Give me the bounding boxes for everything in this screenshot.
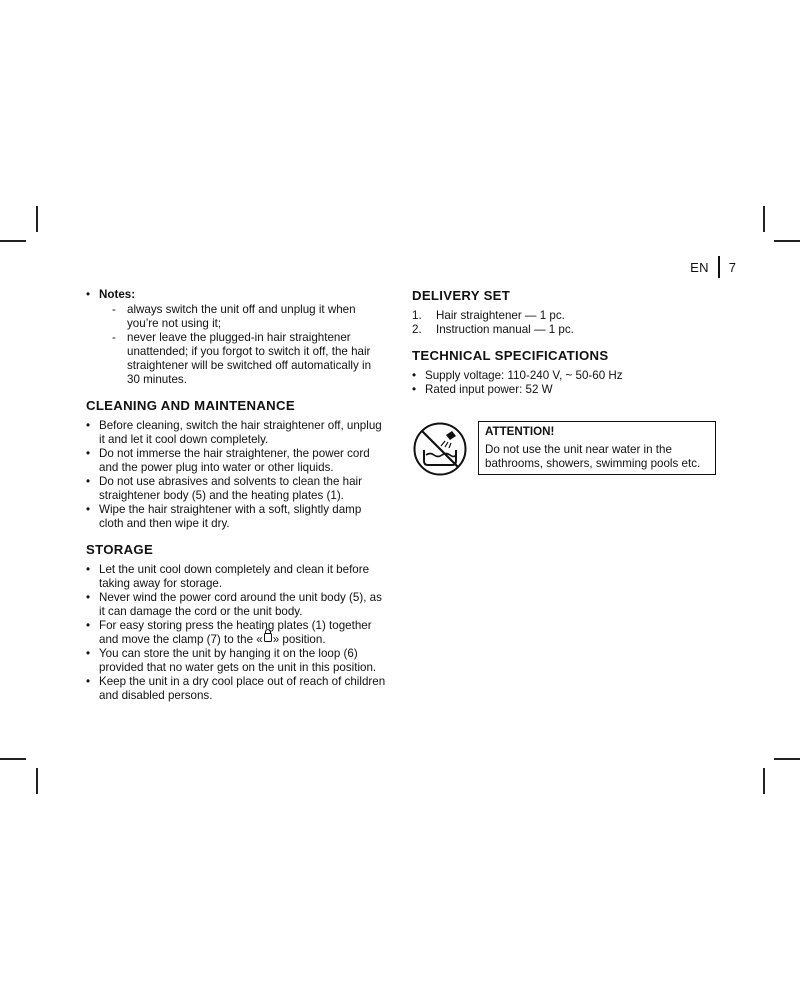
list-item bbox=[412, 309, 722, 323]
list-item: • Keep the unit in a dry cool place out of reach of children and disabled persons. bbox=[86, 675, 386, 703]
notes-subitem: - always switch the unit off and unplug it when you’re not using it; bbox=[99, 303, 386, 331]
notes-list bbox=[86, 288, 386, 387]
cleaning-list bbox=[86, 419, 386, 531]
page-number: 7 bbox=[728, 259, 736, 275]
list-item bbox=[412, 323, 722, 337]
list-item-text: » position. bbox=[272, 633, 326, 646]
list-item-text: Instruction manual — 1 pc. bbox=[436, 323, 574, 336]
attention-block bbox=[412, 421, 718, 477]
list-number: 2. bbox=[412, 323, 422, 336]
list-item: • Rated input power: 52 W bbox=[412, 383, 722, 397]
list-item-text: Hair straightener — 1 pc. bbox=[436, 309, 565, 322]
list-item: • Before cleaning, switch the hair straightener off, unplug it and let it cool down completely. bbox=[86, 419, 386, 447]
list-item: • Do not immerse the hair straightener, the power cord and the power plug into water or other liquids. bbox=[86, 447, 386, 475]
lock-icon bbox=[264, 633, 272, 642]
list-item: • Never wind the power cord around the unit body (5), as it can damage the cord or the unit body. bbox=[86, 591, 386, 619]
language-label: EN bbox=[690, 259, 709, 275]
page-header bbox=[690, 256, 736, 278]
notes-label: Notes: bbox=[99, 288, 136, 301]
crop-mark bbox=[774, 758, 800, 760]
list-item: • Let the unit cool down completely and clean it before taking away for storage. bbox=[86, 563, 386, 591]
attention-box bbox=[478, 421, 716, 475]
list-item: • Wipe the hair straightener with a soft, slightly damp cloth and then wipe it dry. bbox=[86, 503, 386, 531]
attention-text: Do not use the unit near water in the bathrooms, showers, swimming pools etc. bbox=[485, 443, 701, 470]
list-item bbox=[86, 619, 386, 647]
list-item: • Do not use abrasives and solvents to clean the hair straightener body (5) and the heating plates (1). bbox=[86, 475, 386, 503]
no-water-icon bbox=[412, 421, 468, 477]
header-divider bbox=[718, 256, 720, 278]
cleaning-title: CLEANING AND MAINTENANCE bbox=[86, 398, 295, 413]
left-column bbox=[86, 288, 386, 703]
list-number: 1. bbox=[412, 309, 422, 322]
storage-title: STORAGE bbox=[86, 542, 154, 557]
specs-list bbox=[412, 369, 722, 397]
notes-item bbox=[86, 288, 386, 387]
notes-sublist bbox=[99, 303, 386, 387]
crop-mark bbox=[36, 768, 38, 794]
crop-mark bbox=[774, 240, 800, 242]
crop-mark bbox=[763, 768, 765, 794]
list-item: • You can store the unit by hanging it on the loop (6) provided that no water gets on the unit in this position. bbox=[86, 647, 386, 675]
delivery-title: DELIVERY SET bbox=[412, 288, 511, 303]
crop-mark bbox=[763, 206, 765, 232]
specs-title: TECHNICAL SPECIFICATIONS bbox=[412, 348, 609, 363]
list-item-text: For easy storing press the heating plates (1) together and move the clamp (7) to the « bbox=[99, 619, 372, 646]
right-column bbox=[412, 288, 722, 397]
list-item: • Supply voltage: 110-240 V, ~ 50-60 Hz bbox=[412, 369, 722, 383]
crop-mark bbox=[36, 206, 38, 232]
attention-title: ATTENTION! bbox=[485, 425, 555, 438]
storage-list bbox=[86, 563, 386, 703]
crop-mark bbox=[0, 240, 26, 242]
notes-subitem: - never leave the plugged-in hair straightener unattended; if you forgot to switch it off, the hair straightener will be switched off automatically in 30 minutes. bbox=[99, 331, 386, 387]
crop-mark bbox=[0, 758, 26, 760]
delivery-list bbox=[412, 309, 722, 337]
